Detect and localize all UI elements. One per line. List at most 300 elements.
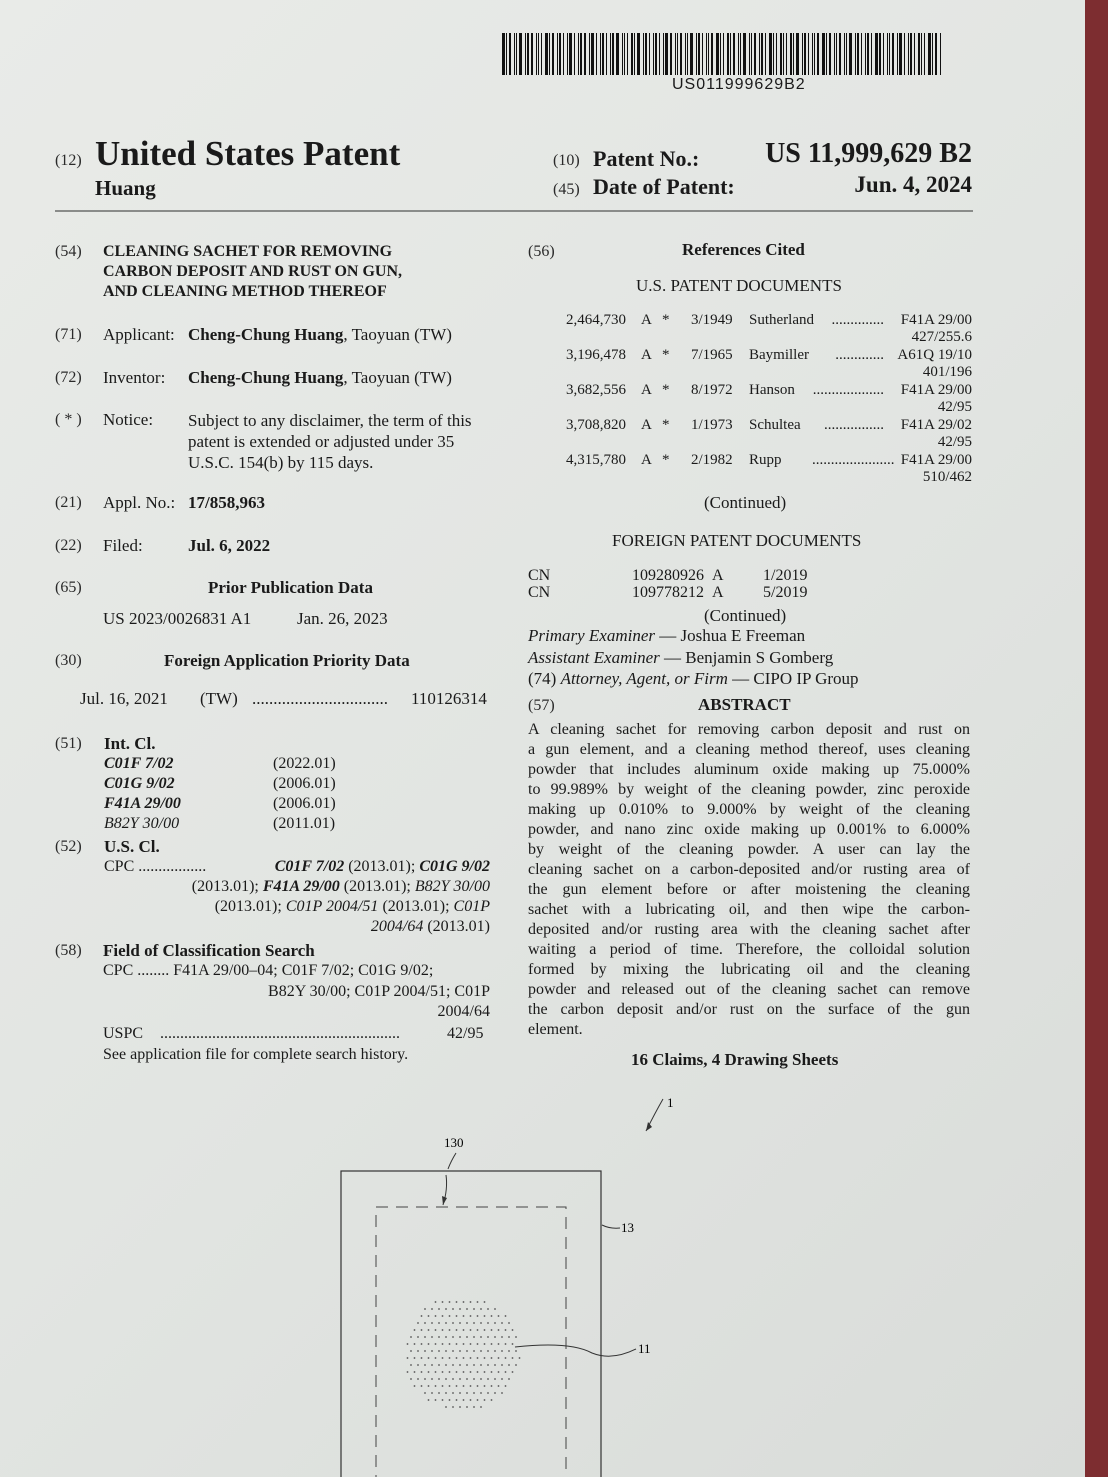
powder-dot (480, 1364, 482, 1366)
title-line: CARBON DEPOSIT AND RUST ON GUN, (103, 263, 403, 280)
int-cl-class: C01F 7/02 (104, 755, 174, 772)
powder-dot (480, 1392, 482, 1394)
foreign-ref-number: 109280926 (632, 567, 704, 584)
us-cl-class: C01G 9/02 (419, 858, 490, 875)
abstract-line: to 99.989% by weight of the cleaning powder, zinc peroxide (528, 781, 970, 798)
powder-dot (459, 1364, 461, 1366)
notice-line: patent is extended or adjusted under 35 (188, 432, 455, 451)
powder-dot (466, 1350, 468, 1352)
us-ref-class: A61Q 19/10 (897, 347, 972, 363)
header-divider (55, 210, 973, 212)
abstract-line: the gun element before or after moistening the cleaning (528, 881, 970, 898)
powder-dot (512, 1329, 514, 1331)
inventor-location: , Taoyuan (TW) (343, 368, 452, 387)
int-cl-class: C01G 9/02 (104, 775, 175, 792)
powder-dot (473, 1322, 475, 1324)
us-ref-kind: A (641, 417, 652, 433)
title-line: AND CLEANING METHOD THEREOF (103, 283, 387, 300)
powder-dot (477, 1357, 479, 1359)
barcode-bar (861, 33, 862, 75)
powder-dot (505, 1357, 507, 1359)
barcode-bar (606, 33, 607, 75)
us-ref-class: F41A 29/00 (900, 382, 972, 398)
powder-dot (449, 1399, 451, 1401)
powder-dot (484, 1315, 486, 1317)
powder-dot (480, 1378, 482, 1380)
barcode-bar (602, 33, 604, 75)
powder-dot (452, 1364, 454, 1366)
barcode-bar (624, 33, 625, 75)
powder-dot (428, 1385, 430, 1387)
assistant-examiner (528, 648, 833, 668)
powder-dot (505, 1343, 507, 1345)
powder-dot (431, 1378, 433, 1380)
barcode-bar (584, 33, 586, 75)
appl-no-label: Appl. No.: (103, 493, 176, 512)
powder-dot (508, 1350, 510, 1352)
us-cl-line (130, 898, 490, 916)
foreign-ref-number: 109778212 (632, 584, 704, 601)
powder-dot (477, 1329, 479, 1331)
powder-dot (519, 1357, 521, 1359)
barcode-bar (591, 33, 594, 75)
barcode-bar (610, 33, 611, 75)
primary-examiner (528, 626, 805, 646)
code-74: (74) (528, 669, 557, 688)
powder-dot (487, 1378, 489, 1380)
powder-dot (407, 1343, 409, 1345)
us-cl-class: C01P 2004/51 (285, 898, 379, 915)
barcode-bar (834, 33, 835, 75)
abstract-line: cleaning sachet on a carbon-deposited and/or rusting area of (528, 861, 970, 878)
barcode-bar (637, 33, 640, 75)
powder-dot (445, 1322, 447, 1324)
uspc-dots: ............................................................ (160, 1025, 400, 1042)
powder-dot (438, 1322, 440, 1324)
powder-dot (428, 1343, 430, 1345)
powder-dot (505, 1385, 507, 1387)
powder-dot (435, 1343, 437, 1345)
barcode-bar (685, 33, 686, 75)
powder-dot (456, 1301, 458, 1303)
powder-dot (463, 1329, 465, 1331)
powder-dot (498, 1357, 500, 1359)
powder-dot (466, 1392, 468, 1394)
powder-dot (421, 1343, 423, 1345)
abstract-line: sachet with a lubricating oil, and then wipe the carbon- (528, 901, 970, 918)
title-line: CLEANING SACHET FOR REMOVING (103, 243, 393, 260)
abstract-text (528, 720, 970, 1040)
powder-dot (494, 1392, 496, 1394)
powder-dot (435, 1357, 437, 1359)
foreign-ref-kind: A (712, 584, 724, 601)
barcode-bar (655, 33, 657, 75)
us-ref-number: 4,315,780 (566, 452, 626, 468)
powder-dot (473, 1378, 475, 1380)
inventor (188, 368, 452, 388)
barcode-bar (829, 33, 831, 75)
powder-dot (463, 1315, 465, 1317)
barcode-bar (759, 33, 760, 75)
barcode-bar (596, 33, 597, 75)
barcode-text: US011999629B2 (672, 76, 806, 93)
powder-dot (421, 1385, 423, 1387)
barcode-bar (865, 33, 866, 75)
us-ref-class: F41A 29/02 (900, 417, 972, 433)
powder-dot (484, 1399, 486, 1401)
barcode-bar (793, 33, 794, 75)
barcode-bar (545, 33, 548, 75)
powder-dot (410, 1350, 412, 1352)
barcode-bar (563, 33, 564, 75)
powder-dot (466, 1406, 468, 1408)
us-ref-dots: .............. (831, 312, 884, 328)
powder-dot (501, 1364, 503, 1366)
powder-dot (445, 1308, 447, 1310)
us-ref-dots: ................ (824, 417, 884, 433)
us-ref-star: * (662, 312, 670, 328)
barcode-bar (643, 33, 644, 75)
powder-dot (459, 1350, 461, 1352)
barcode-bar (749, 33, 750, 75)
code-56: (56) (528, 243, 555, 260)
patent-number: US 11,999,629 B2 (765, 138, 972, 169)
powder-dot (473, 1308, 475, 1310)
ref-leader-13 (602, 1225, 620, 1228)
us-cl-line (230, 918, 490, 936)
code-57: (57) (528, 697, 555, 714)
powder-dot (445, 1406, 447, 1408)
powder-dot (484, 1357, 486, 1359)
us-ref-star: * (662, 347, 670, 363)
barcode-bar (914, 33, 915, 75)
abstract-line: a gun element, and a cleaning method thereof, uses cleaning (528, 741, 970, 758)
claims-summary: 16 Claims, 4 Drawing Sheets (631, 1050, 839, 1069)
us-ref-inventor: Baymiller (749, 347, 809, 363)
powder-dot (463, 1343, 465, 1345)
document-title: United States Patent (95, 134, 401, 173)
applicant-name: Cheng-Chung Huang (188, 325, 344, 344)
abstract-line: powder and released out of the cleaning sachet can remove (528, 981, 970, 998)
powder-dot (442, 1301, 444, 1303)
us-cl-text: (2013.01); (214, 898, 286, 915)
sachet-outline (341, 1171, 601, 1477)
us-cl-class: C01P (453, 898, 490, 915)
barcode-bar (663, 33, 664, 75)
powder-dot (505, 1371, 507, 1373)
powder-dot (466, 1336, 468, 1338)
us-ref-dots: ............. (835, 347, 884, 363)
foreign-priority-heading: Foreign Application Priority Data (164, 651, 410, 670)
barcode-bar (536, 33, 537, 75)
powder-dot (498, 1315, 500, 1317)
powder-dot (452, 1322, 454, 1324)
abstract-line: powder that includes aluminum oxide making up 75.000% (528, 761, 970, 778)
powder-dot (424, 1308, 426, 1310)
powder-dot (463, 1301, 465, 1303)
barcode-bar (733, 33, 735, 75)
powder-dot (424, 1350, 426, 1352)
us-cl-text: (2013.01); (191, 878, 263, 895)
powder-dot (512, 1371, 514, 1373)
primary-examiner-name: — Joshua E Freeman (655, 626, 806, 645)
powder-dot (442, 1357, 444, 1359)
powder-dot (445, 1364, 447, 1366)
barcode-bar (675, 33, 676, 75)
us-ref-subclass: 401/196 (922, 364, 972, 380)
applicant (188, 325, 452, 345)
barcode-bar (727, 33, 729, 75)
powder-dot (508, 1336, 510, 1338)
powder-dot (484, 1343, 486, 1345)
us-ref-kind: A (641, 347, 652, 363)
powder-dot (491, 1315, 493, 1317)
barcode (502, 33, 972, 75)
int-cl-class: F41A 29/00 (104, 795, 181, 812)
us-ref-kind: A (641, 312, 652, 328)
powder-dot (466, 1364, 468, 1366)
barcode-bar (706, 33, 707, 75)
powder-dot (466, 1378, 468, 1380)
powder-dot (428, 1329, 430, 1331)
field-search-line: B82Y 30/00; C01P 2004/51; C01P (268, 983, 490, 1000)
powder-dot (480, 1406, 482, 1408)
powder-dot (480, 1308, 482, 1310)
powder-dot (484, 1329, 486, 1331)
barcode-bar (559, 33, 561, 75)
priority-number: 110126314 (411, 689, 487, 708)
us-cl-class: C01F 7/02 (274, 858, 345, 875)
barcode-bar (616, 33, 619, 75)
us-cl-text: (2013.01); (378, 898, 454, 915)
powder-dot (431, 1392, 433, 1394)
us-ref-kind: A (641, 382, 652, 398)
powder-dot (494, 1336, 496, 1338)
barcode-bar (531, 33, 533, 75)
powder-dot (414, 1371, 416, 1373)
powder-dot (491, 1371, 493, 1373)
powder-dot (494, 1364, 496, 1366)
powder-dot (435, 1329, 437, 1331)
powder-dot (508, 1364, 510, 1366)
barcode-bar (612, 33, 614, 75)
powder-dot (470, 1301, 472, 1303)
barcode-bar (708, 33, 709, 75)
us-ref-date: 3/1949 (691, 312, 733, 328)
powder-dot (498, 1329, 500, 1331)
appl-no: 17/858,963 (188, 493, 265, 512)
prior-publication-heading: Prior Publication Data (208, 578, 373, 597)
powder-dot (487, 1308, 489, 1310)
priority-country: (TW) (200, 689, 238, 708)
date-of-patent-label: Date of Patent: (593, 174, 735, 199)
us-ref-inventor: Schultea (749, 417, 801, 433)
int-cl-version: (2022.01) (273, 755, 336, 772)
barcode-bar (887, 33, 888, 75)
int-cl-heading: Int. Cl. (104, 734, 156, 753)
notice-text (188, 410, 472, 473)
barcode-bar (631, 33, 633, 75)
powder-dot (470, 1399, 472, 1401)
barcode-bar (653, 33, 654, 75)
powder-dot (487, 1336, 489, 1338)
barcode-bar (527, 33, 529, 75)
filed-date: Jul. 6, 2022 (188, 536, 271, 555)
code-45: (45) (553, 181, 580, 198)
ref-label-130: 130 (444, 1135, 464, 1150)
barcode-bar (634, 33, 635, 75)
powder-dot (438, 1364, 440, 1366)
powder-dot (512, 1343, 514, 1345)
powder-dot (445, 1392, 447, 1394)
code-51: (51) (55, 735, 82, 752)
barcode-bar (849, 33, 852, 75)
us-ref-date: 8/1972 (691, 382, 733, 398)
us-cl-line (150, 858, 490, 876)
abstract-line: the carbon deposit and/or rust on the surface of the gun (528, 1001, 970, 1018)
powder-dot (473, 1336, 475, 1338)
powder-dot (505, 1329, 507, 1331)
abstract-heading: ABSTRACT (698, 695, 791, 714)
powder-dot (445, 1378, 447, 1380)
notice-line: Subject to any disclaimer, the term of this (188, 411, 472, 430)
barcode-bar (670, 33, 672, 75)
powder-dot (456, 1329, 458, 1331)
powder-dot (442, 1399, 444, 1401)
us-cl-text: (2013.01); (344, 858, 420, 875)
powder-dot (452, 1336, 454, 1338)
powder-dot (456, 1371, 458, 1373)
us-ref-inventor: Rupp (749, 452, 782, 468)
powder-dot (498, 1371, 500, 1373)
powder-dot (487, 1322, 489, 1324)
us-ref-subclass: 42/95 (937, 399, 972, 415)
powder-dot (477, 1301, 479, 1303)
invention-title (103, 242, 402, 302)
powder-dot (487, 1350, 489, 1352)
barcode-bar (738, 33, 739, 75)
barcode-bar (897, 33, 898, 75)
barcode-bar (580, 33, 582, 75)
barcode-bar (645, 33, 647, 75)
us-patent-docs-heading: U.S. PATENT DOCUMENTS (636, 276, 842, 295)
powder-dot (435, 1301, 437, 1303)
barcode-bar (509, 33, 511, 75)
us-cl-text: CPC ................. (104, 858, 207, 875)
abstract-line: by weight of the cleaning powder. A user can lay the (528, 841, 970, 858)
references-heading: References Cited (682, 240, 805, 259)
barcode-bar (892, 33, 894, 75)
barcode-bar (690, 33, 693, 75)
barcode-bar (502, 33, 505, 75)
us-ref-inventor: Hanson (749, 382, 795, 398)
powder-dot (491, 1343, 493, 1345)
barcode-bar (649, 33, 650, 75)
barcode-bar (569, 33, 572, 75)
powder-dot (487, 1392, 489, 1394)
us-ref-star: * (662, 452, 670, 468)
powder-dot (417, 1336, 419, 1338)
powder-dot (466, 1322, 468, 1324)
powder-dot (428, 1315, 430, 1317)
powder-dot (501, 1392, 503, 1394)
us-ref-date: 2/1982 (691, 452, 733, 468)
us-ref-kind: A (641, 452, 652, 468)
barcode-bar (879, 33, 881, 75)
powder-dot (501, 1378, 503, 1380)
powder-dot (428, 1399, 430, 1401)
powder-dot (473, 1364, 475, 1366)
powder-dot (491, 1329, 493, 1331)
powder-dot (459, 1308, 461, 1310)
barcode-bar (552, 33, 554, 75)
barcode-bar (908, 33, 909, 75)
powder-dot (456, 1399, 458, 1401)
powder-dot (445, 1350, 447, 1352)
abstract-line: element. (528, 1021, 583, 1038)
powder-dot (452, 1392, 454, 1394)
field-search-line: 2004/64 (437, 1003, 490, 1020)
barcode-bar (857, 33, 859, 75)
barcode-bar (506, 33, 507, 75)
barcode-bar (622, 33, 623, 75)
powder-dot (459, 1322, 461, 1324)
powder-dot (508, 1378, 510, 1380)
powder-dot (452, 1378, 454, 1380)
barcode-bar (812, 33, 813, 75)
assistant-examiner-name: — Benjamin S Gomberg (659, 648, 834, 667)
ref-arrowhead-130 (442, 1196, 447, 1205)
powder-dot (473, 1350, 475, 1352)
continued-note: (Continued) (704, 493, 787, 512)
us-ref-subclass: 42/95 (937, 434, 972, 450)
barcode-bar (855, 33, 856, 75)
powder-dot (473, 1392, 475, 1394)
barcode-bar (796, 33, 799, 75)
powder-dot (438, 1392, 440, 1394)
barcode-bar (935, 33, 937, 75)
code-58: (58) (55, 942, 82, 959)
barcode-bar (844, 33, 845, 75)
barcode-bar (808, 33, 809, 75)
powder-dot (431, 1308, 433, 1310)
powder-dot (491, 1357, 493, 1359)
powder-dot (459, 1406, 461, 1408)
powder-dot (459, 1392, 461, 1394)
powder-dot (431, 1364, 433, 1366)
powder-dot (449, 1315, 451, 1317)
barcode-bar (921, 33, 922, 75)
powder-dot (466, 1308, 468, 1310)
ref-label-1: 1 (667, 1095, 674, 1110)
barcode-bar (780, 33, 782, 75)
barcode-bar (875, 33, 878, 75)
us-ref-inventor: Sutherland (749, 312, 814, 328)
barcode-bar (817, 33, 819, 75)
prior-publication-date: Jan. 26, 2023 (297, 609, 388, 628)
powder-dot (452, 1406, 454, 1408)
foreign-ref-country: CN (528, 584, 551, 601)
attorney-name: — CIPO IP Group (727, 669, 859, 688)
barcode-bar (516, 33, 517, 75)
barcode-bar (549, 33, 550, 75)
powder-dot (449, 1385, 451, 1387)
powder-dot (463, 1371, 465, 1373)
barcode-bar (665, 33, 668, 75)
barcode-bar (790, 33, 792, 75)
barcode-bar (720, 33, 721, 75)
priority-dots: ................................ (252, 689, 388, 708)
